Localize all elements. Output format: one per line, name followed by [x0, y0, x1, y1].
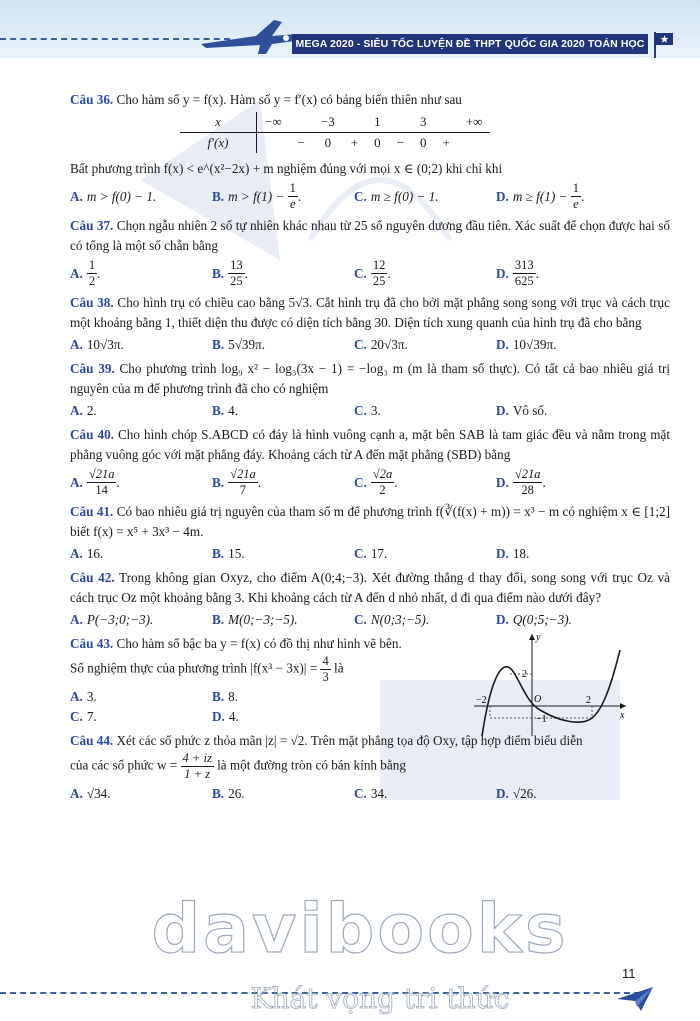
option-a[interactable]: A. 2.: [70, 403, 97, 418]
question-label: Câu 40.: [70, 427, 114, 442]
option-a[interactable]: A. $\frac{1}{2}$ .: [70, 258, 101, 288]
answer-options: [70, 258, 670, 289]
option-d[interactable]: D. √26.: [496, 786, 537, 801]
question-text: Bất phương trình f(x) < e^(x²−2x) + m nghiệm đúng với mọi x ∈ (0;2) khi chỉ khi: [70, 161, 503, 176]
question-label: Câu 37.: [70, 218, 114, 233]
axis-label-y: y: [536, 632, 541, 643]
question-content: [70, 90, 670, 808]
question-text: Số nghiệm thực của phương trình |f(x³ − 3x)| =: [70, 660, 318, 676]
table-cell: −3: [313, 112, 343, 133]
option-c[interactable]: C. 17.: [354, 546, 388, 561]
question-36: [70, 90, 670, 212]
question-43: Câu 43. Cho hàm số bậc ba y = f(x) có đồ thị như hình vẽ bên. Số nghiệm thực của phương trình |f(x³ − 3x)| = $\frac{4}{3}$ là A. 3. B. 8. C. 7. D. 4. y x O 2 −1 −2 2: [70, 634, 670, 727]
question-40: [70, 425, 670, 498]
option-c[interactable]: C. m ≥ f(0) − 1.: [354, 188, 439, 204]
option-c[interactable]: C. 3.: [354, 403, 381, 418]
question-text: Cho hàm số bậc ba y = f(x) có đồ thị như hình vẽ bên.: [116, 636, 402, 651]
table-cell: 0: [374, 135, 381, 150]
question-label: Câu 42.: [70, 570, 115, 585]
option-a[interactable]: A. 3.: [70, 689, 97, 704]
axis-label-x: x: [620, 710, 625, 721]
origin-label: O: [534, 694, 542, 705]
option-d[interactable]: D. 4.: [212, 709, 239, 724]
option-b[interactable]: B. 15.: [212, 546, 245, 561]
option-c[interactable]: C. 7.: [70, 709, 97, 724]
option-a[interactable]: A. √34.: [70, 786, 111, 801]
answer-options: [70, 610, 670, 630]
brand-watermark: davibooks: [151, 890, 569, 969]
variation-table: [180, 112, 490, 153]
table-cell: −: [396, 135, 404, 150]
table-cell: 1: [366, 112, 389, 133]
question-label: Câu 44.: [70, 733, 114, 748]
table-cell: +: [442, 135, 450, 150]
table-cell: 3: [412, 112, 435, 133]
option-a[interactable]: A. 16.: [70, 546, 104, 561]
option-b[interactable]: B. 4.: [212, 403, 238, 418]
option-c[interactable]: C. N(0;3;−5).: [354, 612, 430, 627]
table-cell: 0: [324, 135, 332, 150]
table-cell: −∞: [257, 112, 290, 133]
table-cell: +∞: [458, 112, 491, 133]
answer-options: [70, 544, 670, 564]
table-cell: −: [297, 135, 305, 150]
option-b[interactable]: B. $\frac{13}{25}$ .: [212, 258, 248, 288]
question-label: Câu 39.: [70, 361, 115, 376]
paper-plane-icon: [615, 985, 655, 1013]
question-37: [70, 216, 670, 289]
option-c[interactable]: C. $\frac{√2a}{2}$ .: [354, 467, 398, 497]
header-title: MEGA 2020 - SIÊU TỐC LUYỆN ĐỀ THPT QUỐC GIA 2020 TOÁN HỌC: [292, 34, 648, 54]
option-b[interactable]: B. m > f(1) − $\frac{1}{e}$ .: [212, 181, 302, 211]
question-text: Cho hàm số y = f(x). Hàm số y = f′(x) có bảng biến thiên như sau: [116, 92, 462, 107]
option-d[interactable]: D. $\frac{√21a}{28}$ .: [496, 467, 546, 497]
option-c[interactable]: C. 34.: [354, 786, 388, 801]
answer-options: [70, 335, 670, 355]
question-44: Câu 44. Xét các số phức z thỏa mãn |z| = √2. Trên mặt phẳng tọa độ Oxy, tập hợp điểm biểu diễn của các số phức w = $\frac{4 + iz}{1 + z}$ là một đường tròn có bán kính bằng A. √34. B. 26. C. 34. D. √26.: [70, 731, 670, 804]
question-text: Cho hình chóp S.ABCD có đáy là hình vuông cạnh a, mặt bên SAB là tam giác đều và nằm trong mặt phẳng vuông góc với mặt phẳng đáy. Khoảng cách từ A đến mặt phẳng (SBD) bằng: [70, 427, 671, 462]
table-cell: +: [350, 135, 359, 150]
table-cell: 0: [419, 135, 427, 150]
tick-label: 2: [522, 669, 527, 680]
question-text: Có bao nhiêu giá trị nguyên của tham số m để phương trình f(∛(f(x) + m)) = x³ − m có nghiệm x ∈ [1;2] biết f(x) = x⁵ + 3x³ − 4m.: [70, 504, 670, 539]
option-a[interactable]: A. m > f(0) − 1.: [70, 188, 157, 204]
option-a[interactable]: A. 10√3π.: [70, 337, 124, 352]
airplane-icon: [196, 14, 306, 58]
option-b[interactable]: B. 5√39π.: [212, 337, 266, 352]
tick-label: −2: [476, 695, 487, 706]
table-head-fprime: f′(x): [180, 133, 257, 154]
question-38: [70, 293, 670, 355]
answer-options: [70, 784, 670, 804]
question-41: [70, 502, 670, 564]
table-head-x: x: [180, 112, 257, 133]
option-b[interactable]: B. 26.: [212, 786, 245, 801]
question-text: của các số phức w =: [70, 757, 178, 773]
flag-icon: [652, 30, 676, 58]
question-text: Chọn ngẫu nhiên 2 số tự nhiên khác nhau từ 25 số nguyên dương đầu tiên. Xác suất để chọn được hai số có tổng là một số chẵn bằng: [70, 218, 670, 253]
question-text: Cho phương trình log₉ x² − log₃(3x − 1) = −log₃ m (m là tham số thực). Có tất cả bao nhiêu giá trị nguyên của m để phương trình đã cho có nghiệm: [70, 361, 671, 396]
question-label: Câu 41.: [70, 504, 114, 519]
question-42: [70, 568, 670, 630]
option-d[interactable]: D. $\frac{313}{625}$ .: [496, 258, 539, 288]
cubic-graph: [470, 630, 630, 740]
option-a[interactable]: A. P(−3;0;−3).: [70, 612, 154, 627]
answer-options: [70, 401, 670, 421]
option-b[interactable]: B. 8.: [212, 689, 238, 704]
question-text: Trong không gian Oxyz, cho điểm A(0;4;−3). Xét đường thẳng d thay đổi, song song với trục Oz và cách trục Oz một khoảng bằng 3. Khi khoảng cách từ A đến d nhỏ nhất, d đi qua điểm nào dưới đây?: [70, 570, 671, 605]
answer-options: [70, 181, 670, 212]
question-label: Câu 36.: [70, 92, 114, 107]
answer-options: [70, 687, 360, 727]
question-label: Câu 38.: [70, 295, 114, 310]
answer-options: [70, 467, 670, 498]
option-b[interactable]: B. M(0;−3;−5).: [212, 612, 298, 627]
page-number: 11: [622, 966, 636, 981]
tick-label: 2: [586, 695, 591, 706]
option-d[interactable]: D. 10√39π.: [496, 337, 557, 352]
brand-slogan: Khát vọng tri thức: [250, 982, 510, 1015]
option-d[interactable]: D. m ≥ f(1) − $\frac{1}{e}$ .: [496, 181, 585, 211]
question-label: Câu 43.: [70, 636, 114, 651]
option-c[interactable]: C. $\frac{12}{25}$ .: [354, 258, 391, 288]
option-b[interactable]: B. $\frac{√21a}{7}$ .: [212, 467, 262, 497]
option-c[interactable]: C. 20√3π.: [354, 337, 408, 352]
question-text: Xét các số phức z thỏa mãn |z| = √2. Trên mặt phẳng tọa độ Oxy, tập hợp điểm biểu diễn: [116, 733, 583, 748]
option-d[interactable]: D. Q(0;5;−3).: [496, 612, 572, 627]
option-d[interactable]: D. 18.: [496, 546, 530, 561]
option-d[interactable]: D. Vô số.: [496, 403, 548, 418]
question-text: Cho hình trụ có chiều cao bằng 5√3. Cắt hình trụ đã cho bởi mặt phẳng song song với trục và cách trục một khoảng bằng 1, thiết diện thu được có diện tích bằng 30. Diện tích xung quanh của hình trụ đã cho bằng: [70, 295, 670, 330]
option-a[interactable]: A. $\frac{√21a}{14}$ .: [70, 467, 120, 497]
tick-label: −1: [536, 714, 547, 725]
question-39: [70, 359, 670, 421]
